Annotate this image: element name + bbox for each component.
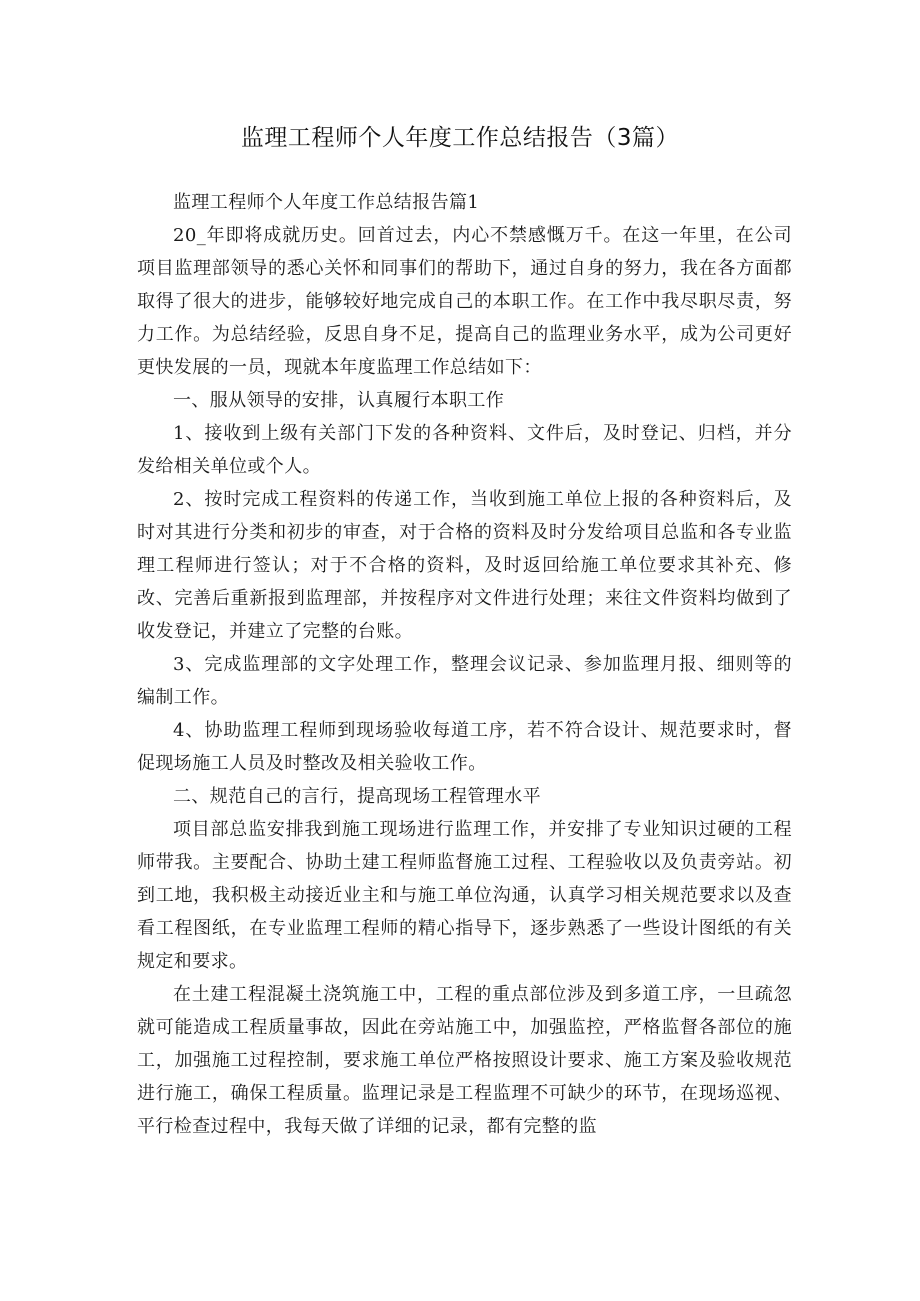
- document-title: 监理工程师个人年度工作总结报告（3篇）: [240, 125, 680, 151]
- section-heading-2: 二、规范自己的言行，提高现场工程管理水平: [173, 786, 541, 807]
- list-item-2: 2、按时完成工程资料的传递工作，当收到施工单位上报的各种资料后，及时对其进行分类和初步的审查，对于合格的资料及时分发给项目总监和各专业监理工程师进行签认；对于不合格的资料，及时返回给施工单位要求其补充、修改、完善后重新报到监理部，并按程序对文件进行处理；来往文件资料均做到了收发登记，并建立了完整的台账。: [137, 489, 792, 642]
- paragraph-concrete: 在土建工程混凝土浇筑施工中，工程的重点部位涉及到多道工序，一旦疏忽就可能造成工程质量事故，因此在旁站施工中，加强监控，严格监督各部位的施工，加强施工过程控制，要求施工单位严格按照设计要求、施工方案及验收规范进行施工，确保工程质量。监理记录是工程监理不可缺少的环节，在现场巡视、平行检查过程中，我每天做了详细的记录，都有完整的监: [137, 984, 792, 1137]
- paragraph-site-work: 项目部总监安排我到施工现场进行监理工作，并安排了专业知识过硬的工程师带我。主要配合、协助土建工程师监督施工过程、工程验收以及负责旁站。初到工地，我积极主动接近业主和与施工单位沟通，认真学习相关规范要求以及查看工程图纸，在专业监理工程师的精心指导下，逐步熟悉了一些设计图纸的有关规定和要求。: [137, 819, 792, 972]
- list-item-3: 3、完成监理部的文字处理工作，整理会议记录、参加监理月报、细则等的编制工作。: [137, 654, 792, 708]
- section-heading-article-1: 监理工程师个人年度工作总结报告篇1: [173, 192, 480, 213]
- list-item-4: 4、协助监理工程师到现场验收每道工序，若不符合设计、规范要求时，督促现场施工人员及时整改及相关验收工作。: [137, 720, 792, 774]
- document-body: [137, 186, 792, 1143]
- paragraph-intro: 20_年即将成就历史。回首过去，内心不禁感慨万千。在这一年里，在公司项目监理部领导的悉心关怀和同事们的帮助下，通过自身的努力，我在各方面都取得了很大的进步，能够较好地完成自己的本职工作。在工作中我尽职尽责，努力工作。为总结经验，反思自身不足，提高自己的监理业务水平，成为公司更好更快发展的一员，现就本年度监理工作总结如下：: [137, 225, 792, 378]
- section-heading-1: 一、服从领导的安排，认真履行本职工作: [173, 390, 505, 411]
- list-item-1: 1、接收到上级有关部门下发的各种资料、文件后，及时登记、归档，并分发给相关单位或个人。: [137, 423, 792, 477]
